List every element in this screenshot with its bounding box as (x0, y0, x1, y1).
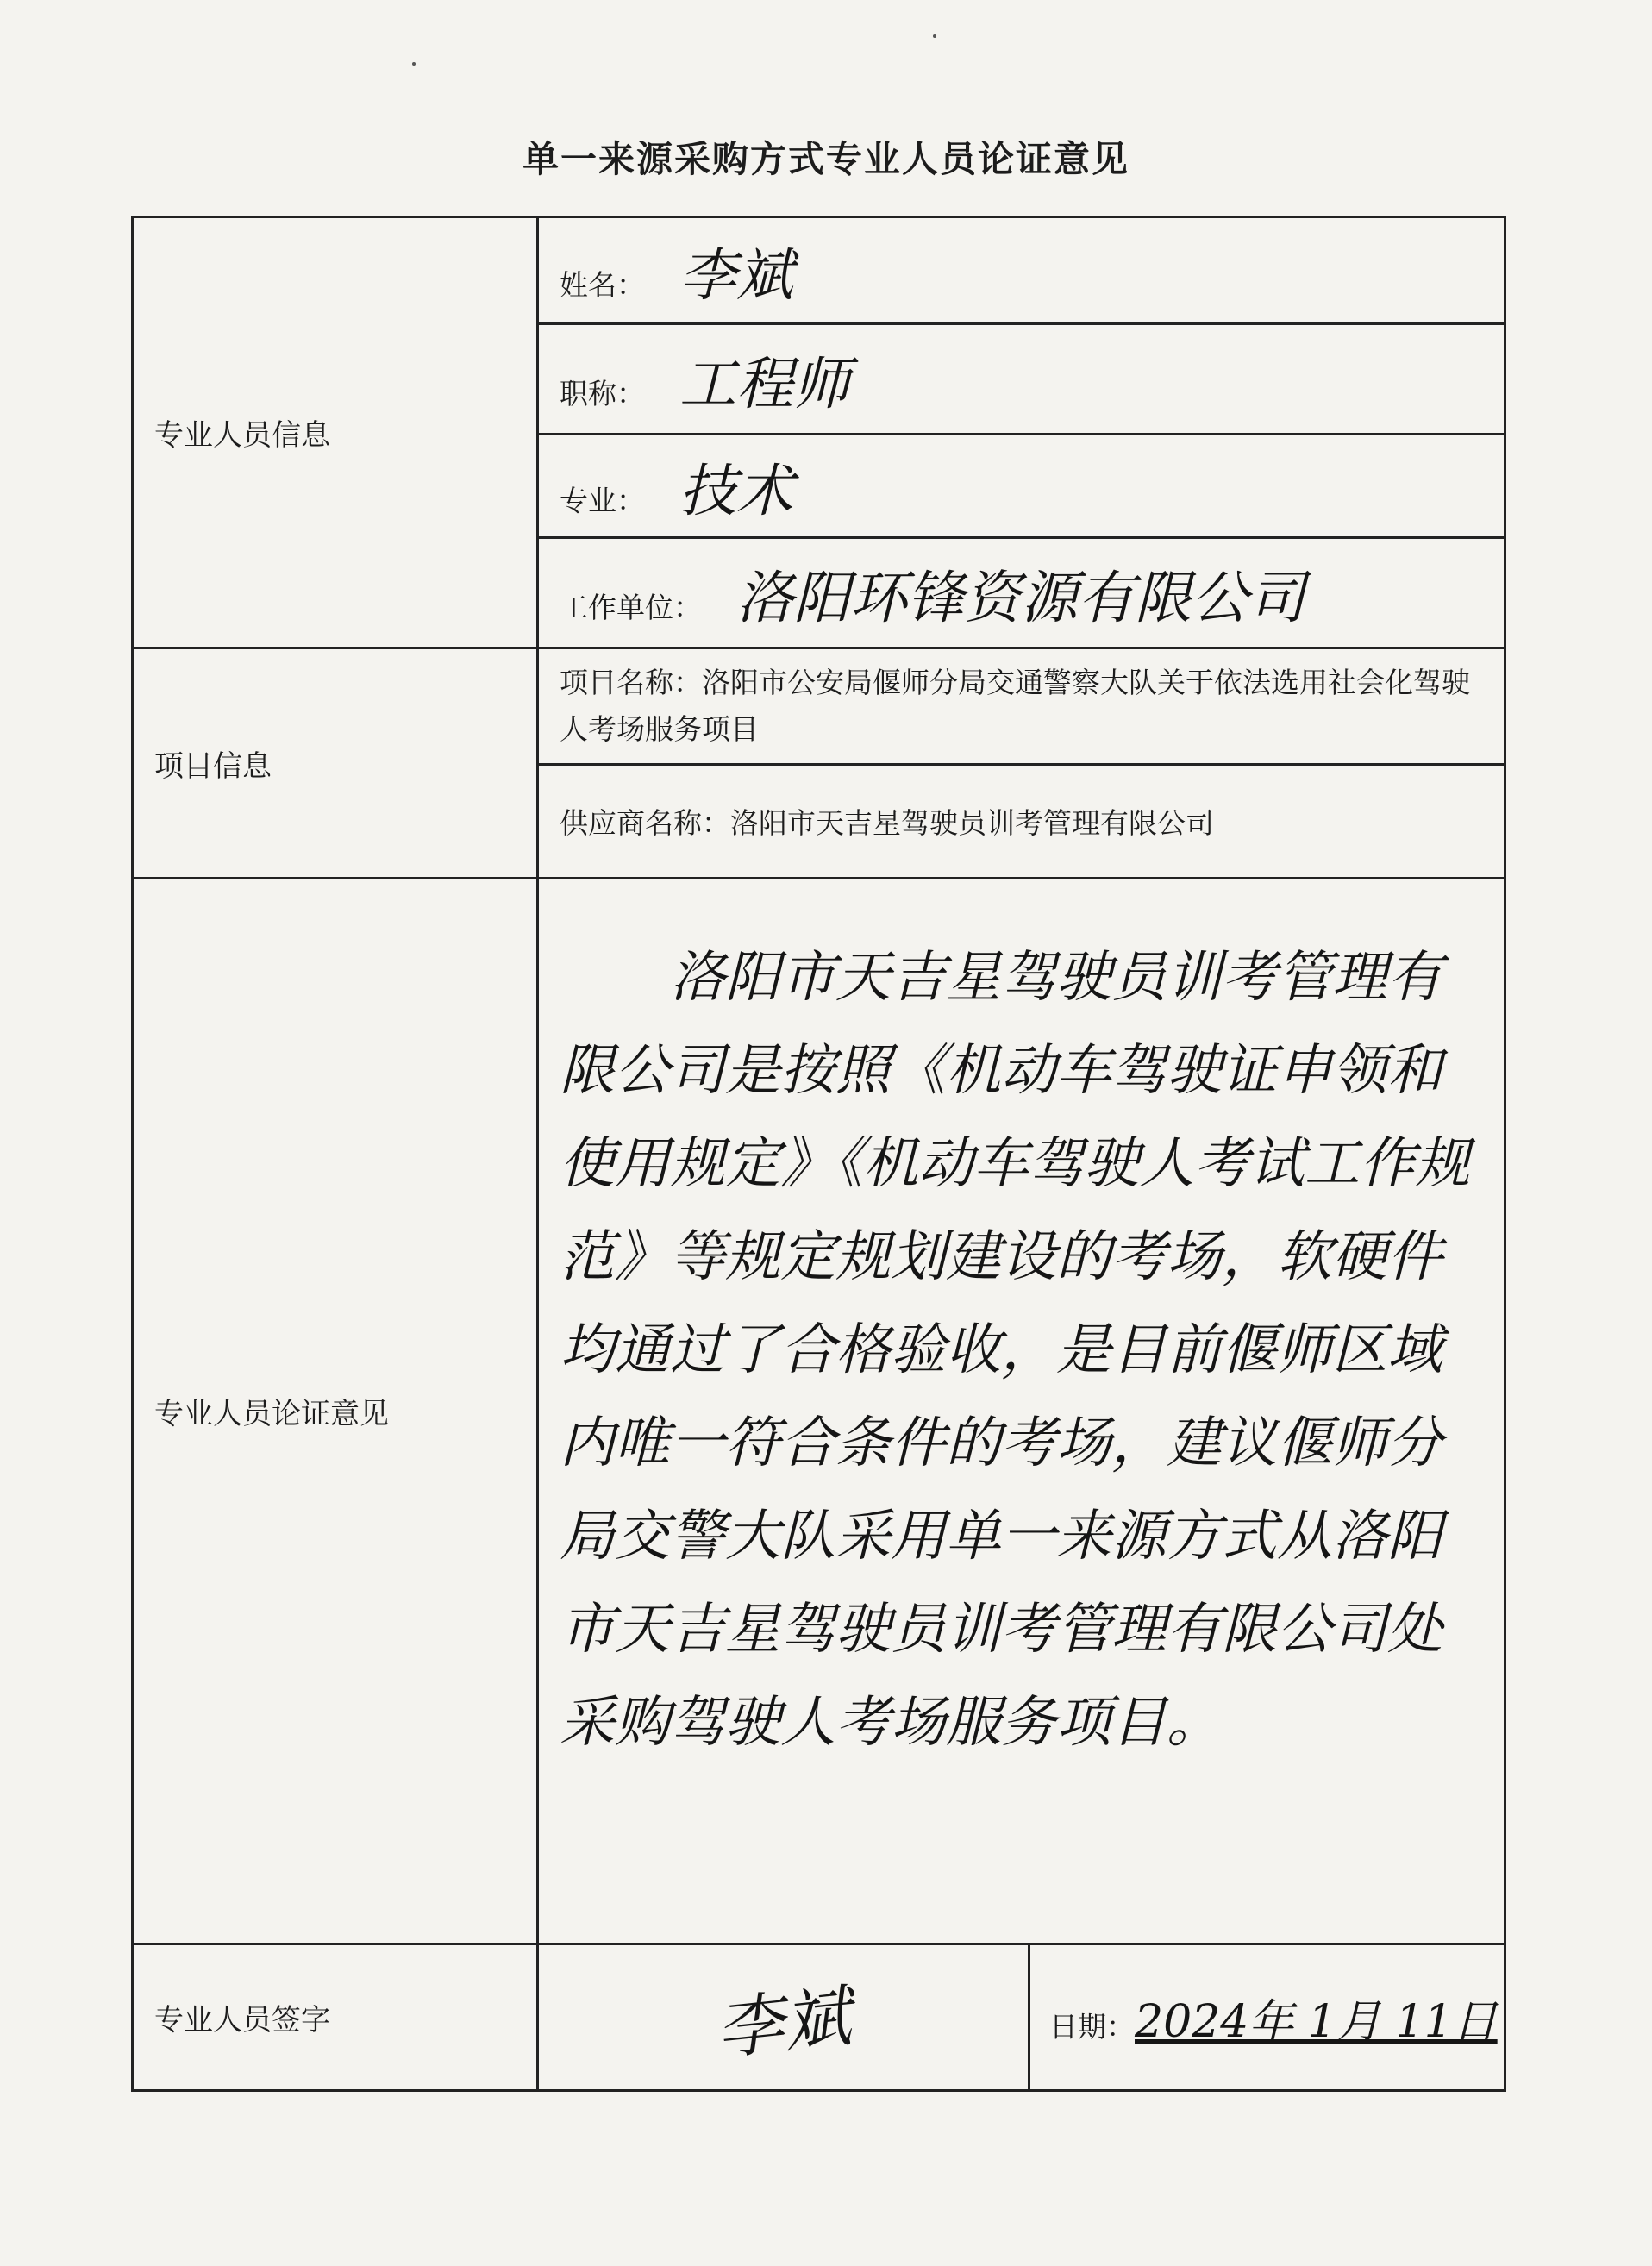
signature-cell (538, 1944, 1029, 2091)
title-handwritten-value: 工程师 (679, 351, 850, 417)
name-label: 姓名： (560, 268, 645, 302)
date-handwritten-value: 2024年 1月 11日 (1135, 1996, 1498, 2048)
personnel-info-label: 专业人员信息 (133, 217, 538, 648)
project-name-text: 项目名称：洛阳市公安局偃师分局交通警察大队关于依法选用社会化驾驶人考场服务项目 (538, 648, 1505, 765)
title-label: 职称： (560, 377, 645, 410)
project-info-label: 项目信息 (133, 648, 538, 879)
opinion-form-table (131, 216, 1506, 2092)
scan-speck (933, 34, 936, 38)
name-row (538, 217, 1505, 324)
date-label: 日期： (1049, 2010, 1135, 2044)
specialty-handwritten-value: 技术 (679, 458, 793, 524)
specialty-label: 专业： (560, 484, 645, 517)
specialty-row (538, 435, 1505, 538)
employer-label: 工作单位： (560, 591, 702, 624)
scan-speck (412, 62, 416, 66)
signature-label: 专业人员签字 (133, 1944, 538, 2091)
opinion-cell (538, 879, 1505, 1944)
handwritten-signature: 李斌 (712, 1977, 855, 2069)
employer-row (538, 538, 1505, 648)
date-cell (1029, 1944, 1505, 2091)
opinion-label: 专业人员论证意见 (133, 879, 538, 1944)
title-row (538, 324, 1505, 435)
employer-handwritten-value: 洛阳环锋资源有限公司 (736, 565, 1305, 631)
opinion-handwritten-text: 洛阳市天吉星驾驶员训考管理有限公司是按照《机动车驾驶证申领和使用规定》《机动车驾驶人考试工作规范》等规定规划建设的考场，软硬件均通过了合格验收，是目前偃师区域内唯一符合条件的考场，建议偃师分局交警大队采用单一来源方式从洛阳市天吉星驾驶员训考管理有限公司处采购驾驶人考场服务项目。 (560, 946, 1470, 1755)
name-handwritten-value: 李斌 (679, 242, 793, 309)
supplier-name-text: 供应商名称：洛阳市天吉星驾驶员训考管理有限公司 (538, 765, 1505, 879)
document-title: 单一来源采购方式专业人员论证意见 (522, 138, 1129, 180)
